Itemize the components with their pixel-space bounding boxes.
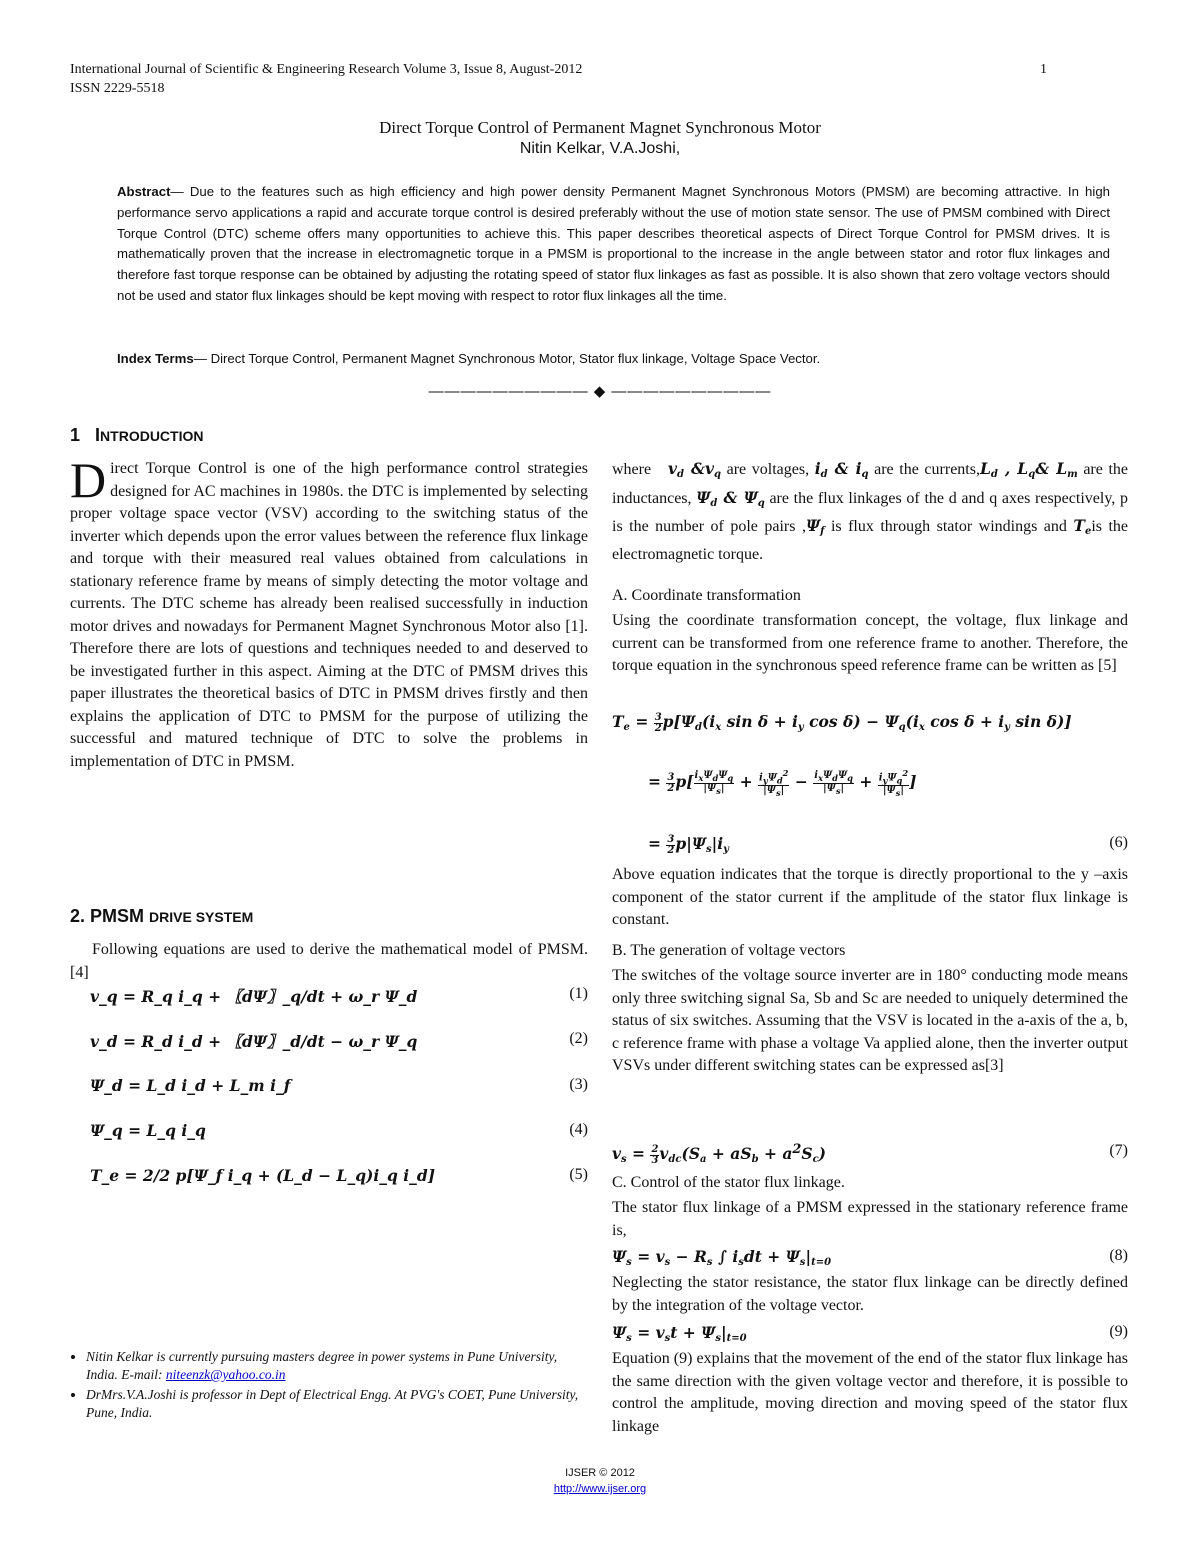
symbol-psi-f: $\Psi_f$ — [805, 516, 825, 537]
symbol-te: $T_e$ — [1073, 516, 1092, 537]
where-stator: is flux through stator windings and — [830, 518, 1067, 535]
equation-1-expr: v_q = R_q i_q + 〖dΨ〗_q/dt + ω_r Ψ_d — [90, 987, 418, 1006]
index-terms — [117, 349, 1110, 370]
equation-3-expr: Ψ_d = L_d i_d + L_m i_f — [90, 1076, 291, 1095]
section-2-intro: Following equations are used to derive the mathematical model of PMSM. [4] — [70, 941, 588, 981]
equation-9 — [612, 1323, 1128, 1347]
where-currents: are the currents, — [874, 461, 980, 478]
equation-6-line-3 — [612, 834, 1128, 858]
paragraph-after-eq6: Above equation indicates that the torque is directly proportional to the y –axis component of the stator current if the amplitude of the stator flux linkage is constant. — [612, 866, 1128, 928]
dropcap: D — [70, 452, 107, 508]
subsection-b-heading: B. The generation of voltage vectors — [612, 942, 846, 959]
subsection-c-text: The stator flux linkage of a PMSM expressed in the stationary reference frame is, — [612, 1199, 1128, 1239]
paper-authors: Nitin Kelkar, V.A.Joshi, — [519, 140, 681, 157]
section-1-body — [70, 452, 588, 773]
equation-6-line-1: $T_e$ = $\frac{3}{2}$ $p[\Psi_d(i_x$ $\sin \delta + i_y$ $\cos \delta) - \Psi_q(i_x$ $\cos \delta + i_y$ sin δ)] — [612, 711, 1072, 734]
equation-8-number: (8) — [1109, 1247, 1128, 1264]
symbol-id-iq: $i_d$ & $i_q$ — [814, 459, 869, 480]
equation-7-number: (7) — [1109, 1142, 1128, 1159]
abstract-text: — Due to the features such as high efficiency and high power density Permanent Magnet Synchronous Motors (PMSM) are becoming attractive. In high performance servo applications a rapid and accurate torque control is desired preferably without the use of motion state sensor. The use of PMSM combined with Direct Torque Control (DTC) scheme offers many opportunities to achieve this. This paper describes theoretical aspects of Direct Torque Control for PMSM drives. It is mathematically proven that the increase in electromagnetic torque in a PMSM is proportional to the increase in the angle between stator and rotor flux linkages and therefore fast torque response can be obtained by adjusting the rotating speed of stator flux linkages as fast as possible. It is also shown that zero voltage vectors should not be used and stator flux linkages should be kept moving with respect to rotor flux linkages all the time. — [117, 184, 1110, 303]
where-voltages: are voltages, — [726, 461, 810, 478]
section-1-heading — [70, 425, 203, 446]
equation-5-expr: T_e = 2/2 p[Ψ_f i_q + (L_d − L_q)i_q i_d] — [90, 1166, 436, 1185]
equation-4-number: (4) — [569, 1121, 588, 1138]
section-2-title-rest: DRIVE SYSTEM — [149, 909, 254, 925]
section-1-number: 1 — [70, 425, 81, 445]
footnote-1-text: Nitin Kelkar is currently pursuing masters degree in power systems in Pune University, India. E-mail: — [86, 1349, 558, 1382]
section-2-heading — [70, 906, 253, 927]
index-terms-text: — Direct Torque Control, Permanent Magnet Synchronous Motor, Stator flux linkage, Voltage Space Vector. — [193, 351, 821, 366]
journal-header: International Journal of Scientific & Engineering Research Volume 3, Issue 8, August-2012 — [70, 62, 583, 77]
equation-9-expr: $\Psi_s = v_st + \Psi_s|_{t=0}$ — [612, 1323, 747, 1344]
footnote-1 — [86, 1348, 590, 1384]
equation-7 — [612, 1142, 1128, 1166]
where-word: where — [612, 461, 652, 478]
paper-title: Direct Torque Control of Permanent Magnet Synchronous Motor — [379, 118, 821, 137]
where-torque: is the electromagnetic torque. — [612, 518, 1129, 563]
footnote-2: • DrMrs.V.A.Joshi is professor in Dept of Electrical Engg. At PVG's COET, Pune University, Pune, India. — [86, 1386, 590, 1422]
subsection-a-text: Using the coordinate transformation concept, the voltage, flux linkage and current can be transformed from one reference frame to another. Therefore, the torque equation in the synchronous speed reference frame can be written as [5] — [612, 612, 1128, 674]
equation-9-number: (9) — [1109, 1323, 1128, 1340]
variable-definitions — [612, 458, 1128, 566]
index-terms-label: Index Terms — [117, 351, 194, 366]
section-2-title-main: 2. PMSM — [70, 906, 145, 926]
equation-1 — [90, 985, 588, 1009]
subsection-a-heading: A. Coordinate transformation — [612, 587, 801, 604]
author-email-link[interactable]: niteenzk@yahoo.co.in — [165, 1367, 286, 1382]
equation-3 — [90, 1076, 588, 1100]
equation-8-expr: $\Psi_s = v_s - R_s$ ∫ $i_sdt + \Psi_s|_{t=0}$ — [612, 1247, 832, 1268]
equation-5 — [90, 1166, 588, 1190]
section-1-title-first: I — [95, 425, 101, 445]
footnotes — [70, 1348, 590, 1424]
symbol-inductances: $L_d$ , $L_q\&$ $L_m$ — [979, 459, 1078, 480]
section-1-text: irect Torque Control is one of the high performance control strategies designed for AC machines in 1980s. the DTC is implemented by selecting proper voltage space vector (VSV) according to the switching status of the inverter which depends upon the error values between the reference flux linkage and torque with their measured real values obtained from calculations in stationary reference frame by means of simply detecting the motor voltage and currents. The DTC scheme has already been realised successfully in induction motor drives and nowadays for Permanent Magnet Synchronous Motor also [1]. Therefore there are lots of questions and techniques needed to and deserved to be investigated further in this aspect. Aiming at the DTC of PMSM drives this paper illustrates the theoretical basics of DTC in PMSM drives firstly and then explains the application of DTC to PMSM for the purpose of utilizing the successful and matured technique of DTC to solve the problems in implementation of DTC in PMSM. — [70, 460, 588, 770]
where-flux: are the flux linkages of the d and q axes respectively, p is the number of pole pairs , — [612, 489, 1128, 535]
equation-2-number: (2) — [569, 1030, 588, 1047]
abstract — [117, 182, 1110, 307]
page-number: 1 — [1040, 62, 1047, 77]
equation-6-line-2: = $\frac{3}{2}$ p[ $\frac{i_x\Psi_d\Psi_q}{|\Psi_s|}$ + $\frac{i_y\Psi_d^2}{|\Psi_s|}$ − $\frac{i_x\Psi_d\Psi_q}{|\Psi_s|}$ + $\frac{i_y\Psi_q^2}{|\Psi_s|}$ ] — [648, 768, 917, 799]
equation-8 — [612, 1247, 1128, 1271]
equation-4-expr: Ψ_q = L_q i_q — [90, 1121, 206, 1140]
equation-6-number: (6) — [1109, 834, 1128, 851]
where-inductances: are the inductances, — [612, 461, 1129, 507]
issn: ISSN 2229-5518 — [70, 81, 165, 96]
equation-5-number: (5) — [569, 1166, 588, 1183]
paragraph-after-eq8: Neglecting the stator resistance, the stator flux linkage can be directly defined by the integration of the voltage vector. — [612, 1274, 1128, 1314]
equation-1-number: (1) — [569, 985, 588, 1002]
section-divider: —————————— ◆ —————————— — [428, 383, 772, 400]
footer-copyright: IJSER © 2012 — [565, 1467, 635, 1479]
subsection-b-text: The switches of the voltage source inverter are in 180° conducting mode means only three switching signal Sa, Sb and Sc are needed to uniquely determined the status of six switches. Assuming that the VSV is located in the a-axis of the a, b, c reference frame with phase a voltage Va applied alone, then the inverter output VSVs under different switching states can be expressed as[3] — [612, 967, 1128, 1074]
equation-3-number: (3) — [569, 1076, 588, 1093]
section-1-title-rest: NTRODUCTION — [100, 428, 204, 444]
footer-url-link[interactable]: http://www.ijser.org — [553, 1483, 647, 1495]
equation-6-expr: = $\frac{3}{2}$ $p|\Psi_s|i_y$ — [648, 833, 729, 856]
equation-2 — [90, 1030, 588, 1054]
subsection-c-heading: C. Control of the stator flux linkage. — [612, 1174, 845, 1191]
equation-4 — [90, 1121, 588, 1145]
abstract-label: Abstract — [117, 184, 171, 199]
paragraph-after-eq9: Equation (9) explains that the movement of the end of the stator flux linkage has the same direction with the given voltage vector and therefore, it is possible to control the amplitude, moving direction and moving speed of the stator flux linkage — [612, 1350, 1128, 1435]
equation-7-expr: $v_s$ = $\frac{2}{3}$ $v_{dc}(S_a + aS_b + a^2S_c)$ — [612, 1142, 827, 1166]
symbol-vd-vq: $v_d$ $\&v_q$ — [667, 459, 721, 480]
equation-2-expr: v_d = R_d i_d + 〖dΨ〗_d/dt − ω_r Ψ_q — [90, 1032, 418, 1051]
symbol-flux: $\Psi_d$ & $\Psi_q$ — [696, 487, 765, 509]
footer — [0, 1481, 1200, 1497]
